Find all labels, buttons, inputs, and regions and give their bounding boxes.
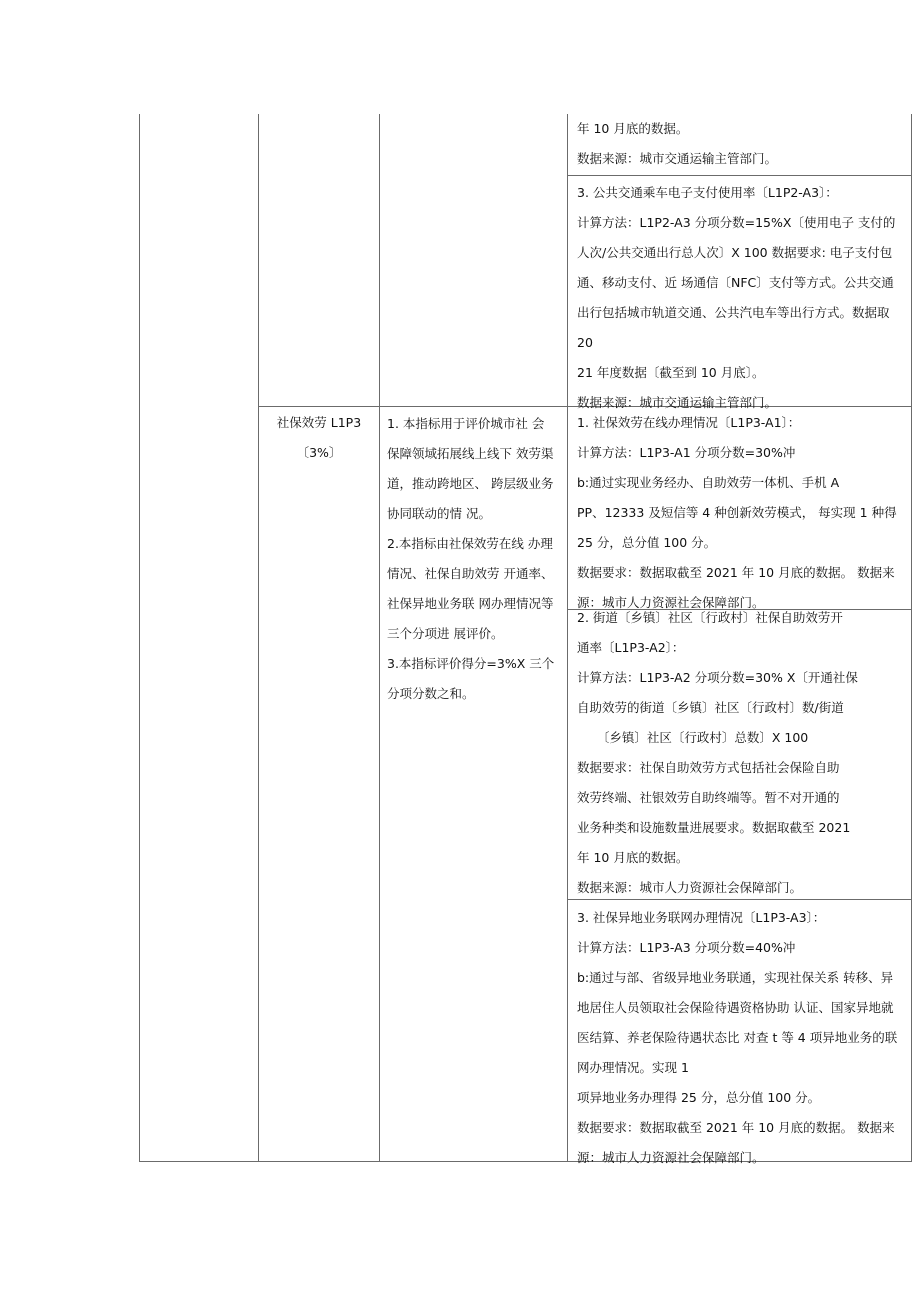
text-line: 数据来源：城市人力资源社会保障部门。 xyxy=(577,880,803,895)
table-border-right xyxy=(911,114,912,1161)
text-line: 人次/公共交通出行总人次〕X 100 数据要求: 电子支付包 xyxy=(577,245,893,260)
text-line: b:通过实现业务经办、自助效劳一体机、手机 A xyxy=(577,475,840,490)
text-line: 计算方法：L1P3-A2 分项分数=30% X〔开通社保 xyxy=(577,670,858,685)
text-line: 3. 社保异地业务联网办理情况〔L1P3-A3〕： xyxy=(577,910,826,925)
text-line: 2. 街道〔乡镇〕社区〔行政村〕社保自助效劳开 xyxy=(577,610,843,625)
table-col-divider-3 xyxy=(567,114,568,1161)
text-line: b:通过与部、省级异地业务联通，实现社保关系 转移、异 xyxy=(577,970,894,985)
row-divider-a1 xyxy=(567,175,912,176)
text-line: 年 10 月底的数据。 xyxy=(577,850,689,865)
text-line: 计算方法：L1P3-A3 分项分数=40%冲 xyxy=(577,940,796,955)
text-line: 计算方法：L1P3-A1 分项分数=30%冲 xyxy=(577,445,796,460)
text-line: 保障领域拓展线上线下 效劳渠 xyxy=(387,446,554,461)
indicator-description-cell xyxy=(387,409,554,709)
text-line: 3. 公共交通乘车电子支付使用率〔L1P2-A3〕： xyxy=(577,185,838,200)
text-line: 社保异地业务联 网办理情况等 xyxy=(387,596,554,611)
text-line: 20 xyxy=(577,335,593,350)
table-col-divider-2 xyxy=(379,114,380,1161)
text-line: 源：城市人力资源社会保障部门。 xyxy=(577,595,765,610)
cell-l1p3-a3 xyxy=(577,903,897,1173)
cell-l1p2-a3 xyxy=(577,178,895,418)
text-line: 项异地业务办理得 25 分，总分值 100 分。 xyxy=(577,1090,821,1105)
text-line: 计算方法：L1P2-A3 分项分数=15%X〔使用电子 支付的 xyxy=(577,215,896,230)
text-line: 三个分项进 展评价。 xyxy=(387,626,504,641)
text-line: 数据要求：数据取截至 2021 年 10 月底的数据。 数据来 xyxy=(577,565,895,580)
text-line: 1. 社保效劳在线办理情况〔L1P3-A1〕： xyxy=(577,415,801,430)
text-line: 数据来源：城市交通运输主管部门。 xyxy=(577,395,778,410)
text-line: 情况、社保自助效劳 开通率、 xyxy=(387,566,554,581)
text-line: 数据要求：数据取截至 2021 年 10 月底的数据。 数据来 xyxy=(577,1120,895,1135)
text-line: 分项分数之和。 xyxy=(387,686,475,701)
text-line: 25 分，总分值 100 分。 xyxy=(577,535,717,550)
text-line: 道，推动跨地区、 跨层级业务 xyxy=(387,476,554,491)
text-line: 2.本指标由社保效劳在线 办理 xyxy=(387,536,553,551)
table-col-divider-1 xyxy=(258,114,259,1161)
indicator-label-cell xyxy=(259,408,379,468)
text-line: 出行包括城市轨道交通、公共汽电车等出行方式。数据取 xyxy=(577,305,890,320)
text-line: 数据要求：社保自助效劳方式包括社会保险自助 xyxy=(577,760,840,775)
cell-l1p3-a2 xyxy=(577,603,858,903)
text-line: 医结算、养老保险待遇状态比 对查 t 等 4 项异地业务的联 xyxy=(577,1030,898,1045)
text-line: 地居住人员领取社会保险待遇资格协助 认证、国家异地就 xyxy=(577,1000,894,1015)
table-border-left xyxy=(139,114,140,1161)
text-line: PP、12333 及短信等 4 种创新效劳模式， 每实现 1 种得 xyxy=(577,505,897,520)
text-line: 协同联动的情 况。 xyxy=(387,506,491,521)
text-line: 年 10 月底的数据。 xyxy=(577,121,689,136)
text-line: 通、移动支付、近 场通信〔NFC〕支付等方式。公共交通 xyxy=(577,275,894,290)
text-line: 自助效劳的街道〔乡镇〕社区〔行政村〕数/街道 xyxy=(577,700,844,715)
text-line: 效劳终端、社银效劳自助终端等。暂不对开通的 xyxy=(577,790,840,805)
text-line: 网办理情况。实现 1 xyxy=(577,1060,689,1075)
indicator-weight: 〔3%〕 xyxy=(296,445,342,460)
indicator-name: 社保效劳 L1P3 xyxy=(276,415,362,430)
text-line: 3.本指标评价得分=3%X 三个 xyxy=(387,656,555,671)
text-line: 〔乡镇〕社区〔行政村〕总数〕X 100 xyxy=(577,730,809,745)
cell-transport-data-tail xyxy=(577,114,777,174)
text-line: 业务种类和设施数量进展要求。数据取截至 2021 xyxy=(577,820,851,835)
cell-l1p3-a1 xyxy=(577,408,897,618)
text-line: 数据来源：城市交通运输主管部门。 xyxy=(577,151,778,166)
text-line: 1. 本指标用于评价城市社 会 xyxy=(387,416,545,431)
text-line: 21 年度数据〔截至到 10 月底〕。 xyxy=(577,365,765,380)
text-line: 源：城市人力资源社会保障部门。 xyxy=(577,1150,765,1165)
text-line: 通率〔L1P3-A2〕： xyxy=(577,640,685,655)
